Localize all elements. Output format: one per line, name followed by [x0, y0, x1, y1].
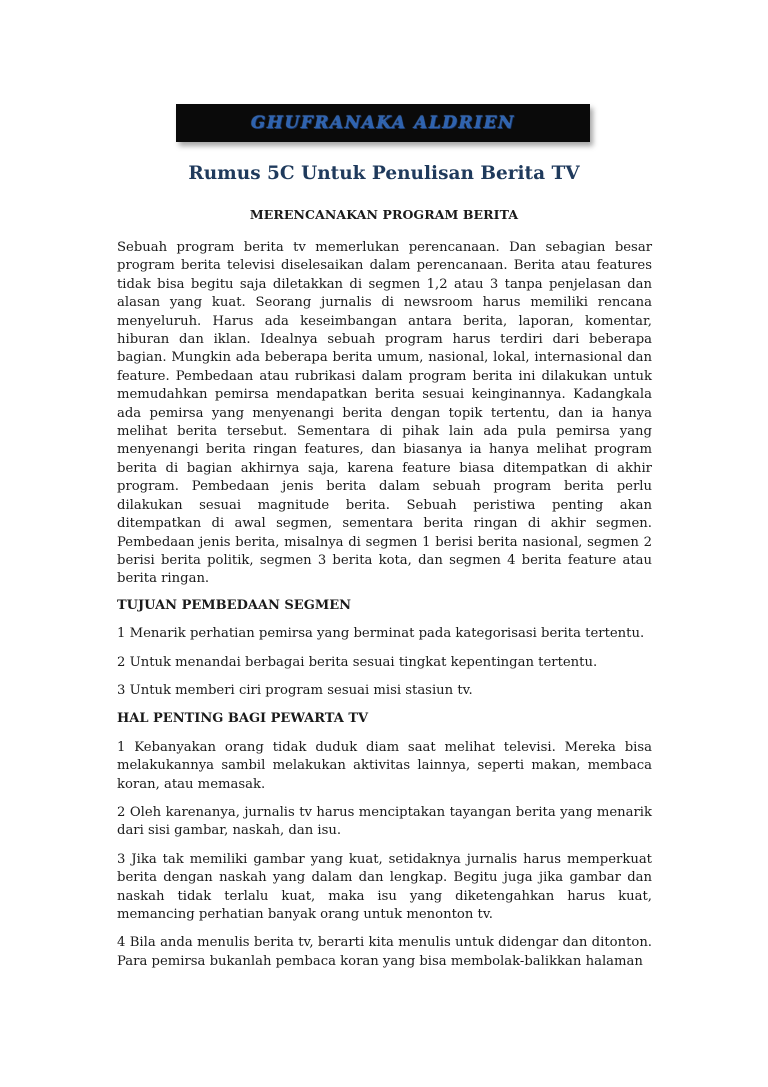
section-heading-tujuan: TUJUAN PEMBEDAAN SEGMEN — [117, 597, 351, 613]
document-body — [117, 239, 652, 981]
list-item: 1 Menarik perhatian pemirsa yang berminat pada kategorisasi berita tertentu. — [117, 626, 645, 642]
section-heading-hal-penting: HAL PENTING BAGI PEWARTA TV — [117, 711, 369, 727]
list-item: 3 Untuk memberi ciri program sesuai misi stasiun tv. — [117, 682, 473, 698]
document-title-text: Rumus 5C Untuk Penulisan Berita TV — [188, 163, 580, 184]
list-item: 3 Jika tak memiliki gambar yang kuat, setidaknya jurnalis harus memperkuat berita dengan naskah yang dalam dan lengkap. Begitu juga jika gambar dan naskah tidak terlalu kuat, maka isu yang diketengahkan harus kuat, memancing perhatian banyak orang untuk menonton tv. — [117, 851, 652, 922]
section-subtitle: MERENCANAKAN PROGRAM BERITA — [249, 207, 519, 222]
list-item: 2 Oleh karenanya, jurnalis tv harus menciptakan tayangan berita yang menarik dari sisi gambar, naskah, dan isu. — [117, 804, 652, 839]
list-item: 1 Kebanyakan orang tidak duduk diam saat melihat televisi. Mereka bisa melakukannya sambil melakukan aktivitas lainnya, seperti makan, membaca koran, atau memasak. — [117, 739, 652, 792]
document-title — [0, 163, 768, 184]
author-name: GHUFRANAKA ALDRIEN — [250, 113, 516, 133]
intro-paragraph: Sebuah program berita tv memerlukan perencanaan. Dan sebagian besar program berita televisi diselesaikan dalam perencanaan. Berita atau features tidak bisa begitu saja diletakkan di segmen 1,2 atau 3 tanpa penjelasan dan alasan yang kuat. Seorang jurnalis di newsroom harus memiliki rencana menyeluruh. Harus ada keseimbangan antara berita, laporan, komentar, hiburan dan iklan. Idealnya sebuah program harus terdiri dari beberapa bagian. Mungkin ada beberapa berita umum, nasional, lokal, internasional dan feature. Pembedaan atau rubrikasi dalam program berita ini dilakukan untuk memudahkan pemirsa mendapatkan berita sesuai keinginannya. Kadangkala ada pemirsa yang menyenangi berita dengan topik tertentu, dan ia hanya melihat berita tersebut. Sementara di pihak lain ada pula pemirsa yang menyenangi berita ringan features, dan biasanya ia hanya melihat program berita di bagian akhirnya saja, karena feature biasa ditempatkan di akhir program. Pembedaan jenis berita dalam sebuah program berita perlu dilakukan sesuai magnitude berita. Sebuah peristiwa penting akan ditempatkan di awal segmen, sementara berita ringan di akhir segmen. Pembedaan jenis berita, misalnya di segmen 1 berisi berita nasional, segmen 2 berisi berita politik, segmen 3 berita kota, dan segmen 4 berita feature atau berita ringan. — [117, 240, 652, 587]
list-item: 2 Untuk menandai berbagai berita sesuai tingkat kepentingan tertentu. — [117, 654, 598, 670]
author-banner — [176, 104, 590, 142]
list-item: 4 Bila anda menulis berita tv, berarti kita menulis untuk didengar dan ditonton. Para pemirsa bukanlah pembaca koran yang bisa membolak-balikkan halaman — [117, 935, 652, 969]
